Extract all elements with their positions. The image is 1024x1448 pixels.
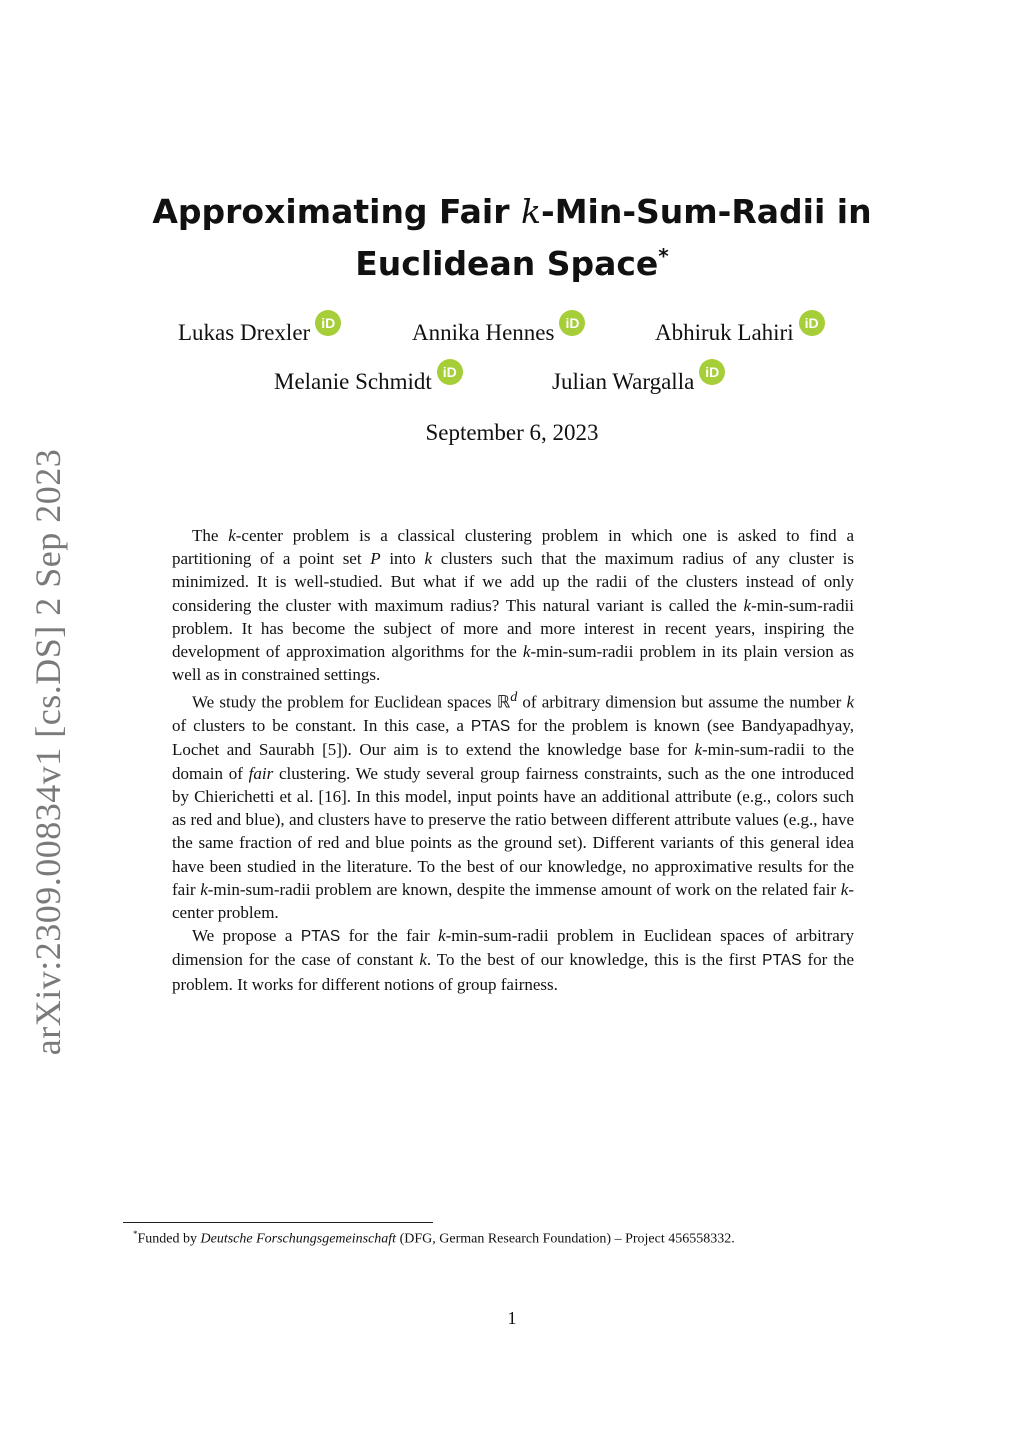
author-name: Melanie Schmidt (274, 369, 432, 394)
title-footnote-mark: * (658, 244, 669, 268)
author-annika-hennes (412, 315, 585, 346)
orcid-icon[interactable]: iD (437, 359, 463, 385)
orcid-icon[interactable]: iD (799, 310, 825, 336)
title-line-1: Approximating Fair k-Min-Sum-Radii in (152, 192, 872, 231)
author-name: Annika Hennes (412, 320, 555, 345)
author-julian-wargalla (552, 364, 725, 395)
author-abhiruk-lahiri (655, 315, 825, 346)
funding-footnote: *Funded by Deutsche Forschungsgemeinschaft (DFG, German Research Foundation) – Project 456558332. (133, 1229, 735, 1247)
author-lukas-drexler (178, 315, 341, 346)
abstract-paragraph-1: The k-center problem is a classical clustering problem in which one is asked to find a partitioning of a point set P into k clusters such that the maximum radius of any cluster is minimized. It is well-studied. But what if we add up the radii of the clusters instead of only considering the cluster with maximum radius? This natural variant is called the k-min-sum-radii problem. It has become the subject of more and more interest in recent years, inspiring the development of approximation algorithms for the k-min-sum-radii problem in its plain version as well as in constrained settings. (172, 526, 855, 685)
author-name: Lukas Drexler (178, 320, 311, 345)
paper-title (150, 190, 874, 286)
title-line-2: Euclidean Space* (355, 244, 669, 283)
author-name: Abhiruk Lahiri (655, 320, 794, 345)
arxiv-identifier-stamp: arXiv:2309.00834v1 [cs.DS] 2 Sep 2023 (28, 448, 68, 1056)
abstract (172, 524, 854, 996)
footnote-separator (123, 1222, 433, 1223)
orcid-icon[interactable]: iD (559, 310, 585, 336)
author-melanie-schmidt (274, 364, 463, 395)
orcid-icon[interactable]: iD (699, 359, 725, 385)
abstract-paragraph-2: We study the problem for Euclidean spaces ℝ$^d$ of arbitrary dimension but assume the number k of clusters to be constant. In this case, a PTAS for the problem is known (see Bandyapadhyay, Lochet and Saurabh [5]). Our aim is to extend the knowledge base for k-min-sum-radii to the domain of fair clustering. We study several group fairness constraints, such as the one introduced by Chierichetti et al. [16]. In this model, input points have an additional attribute (e.g., colors such as red and blue), and clusters have to preserve the ratio between different attribute values (e.g., have the same fraction of red and blue points as the ground set). Different variants of this general idea have been studied in the literature. To the best of our knowledge, no approximative results for the fair k-min-sum-radii problem are known, despite the immense amount of work on the related fair k-center problem. (172, 689, 855, 922)
publication-date: September 6, 2023 (425, 420, 599, 445)
page-number: 1 (507, 1308, 517, 1328)
author-name: Julian Wargalla (552, 369, 695, 394)
orcid-icon[interactable]: iD (315, 310, 341, 336)
abstract-paragraph-3: We propose a PTAS for the fair k-min-sum-radii problem in Euclidean spaces of arbitrary dimension for the case of constant k. To the best of our knowledge, this is the first PTAS for the problem. It works for different notions of group fairness. (172, 926, 855, 994)
